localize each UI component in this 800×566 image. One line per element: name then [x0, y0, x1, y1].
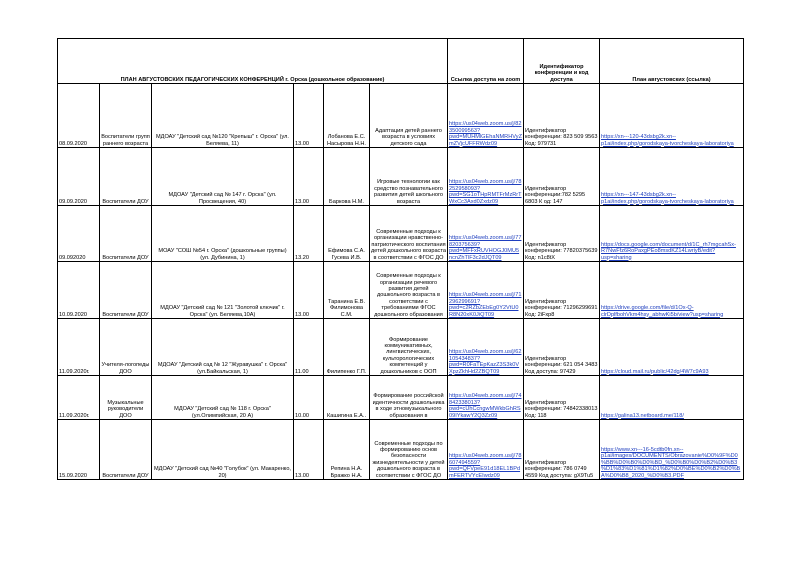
conference-plan-table — [57, 38, 744, 480]
audience-cell: Воспитатели групп раннего возраста — [100, 84, 152, 148]
plan-column-header: План августовских (ссылка) — [600, 39, 744, 84]
audience-cell: Воспитатели ДОУ — [100, 420, 152, 480]
plan-link[interactable]: https://galina13.netboard.me/118/ — [600, 376, 744, 420]
venue-cell: МДОАУ "Детский сад №120 "Крепыш" г. Орска" (ул. Беляева, 11) — [152, 84, 294, 148]
conference-id-cell: Идентификатор конференции: 77820375639 Код: n1c8tX — [524, 206, 600, 262]
table-row — [58, 206, 744, 262]
date-cell: 15.09.2020 — [58, 420, 100, 480]
conference-id-cell: Идентификатор конференции: 71296299691 Код: 2iFxp8 — [524, 262, 600, 319]
zoom-link[interactable]: https://us04web.zoom.us/j/77820375639?pwd=MFFxRUVHOGJ0MU5ncnZhTlF3c2dJQT09 — [448, 206, 524, 262]
zoom-link[interactable]: https://us04web.zoom.us/j/71296299691?pwd=c2RZbZEbEg0Y2VtU0R8N20xK0JiQT09 — [448, 262, 524, 319]
plan-link[interactable]: https://xn---120-43dsbg2k.xn--p1ai/index.php/gorodskaya-tvorcheskaya-laboratoriya — [600, 84, 744, 148]
time-cell: 13.00 — [294, 148, 324, 206]
venue-cell: МДОАУ "Детский сад №40 "Голубок" (ул. Макаренко, 20) — [152, 420, 294, 480]
plan-link[interactable]: https://drive.google.com/file/d/1Ox-Q-clrDplfbohVkm4hsy_abhwKi5b/view?usp=sharing — [600, 262, 744, 319]
zoom-link[interactable]: https://us04web.zoom.us/j/78252958093?pwd=SG1oTHpRMTFrMzRrTWxCc3Axd0Zxdz09 — [448, 148, 524, 206]
time-cell: 13.00 — [294, 420, 324, 480]
zoom-link[interactable]: https://us04web.zoom.us/j/62105434837?pwd=R0FaTEpKazZ3S3k0VXpzZkhHd2ZBQT09 — [448, 319, 524, 376]
time-cell: 13.00 — [294, 84, 324, 148]
table-row — [58, 420, 744, 480]
audience-cell: Музыкальные руководители ДОО — [100, 376, 152, 420]
topic-cell: Формирование российской идентичности дошкольника в ходе этномузыкального образования в — [370, 376, 448, 420]
time-cell: 10.00 — [294, 376, 324, 420]
topic-cell: Адаптация детей раннего возраста в условиях детского сада — [370, 84, 448, 148]
plan-link[interactable]: https://docs.google.com/document/d/1C_rh7mgcahSx-R7NwFfz6RoPaxgPEo8msdKZ14LwriyB/edit?usp=sharing — [600, 206, 744, 262]
audience-cell: Воспитатели ДОУ — [100, 206, 152, 262]
venue-cell: МДОАУ "Детский сад № 121 "Золотой ключик" г. Орска" (ул. Беляева,10А) — [152, 262, 294, 319]
speakers-cell: Филипенко Г.П. — [324, 319, 370, 376]
conference-id-cell: Идентификатор конференции: 823 509 9563 Код: 979731 — [524, 84, 600, 148]
audience-cell: Воспитатели ДОУ — [100, 148, 152, 206]
venue-cell: МДОАУ "Детский сад № 147 г. Орска" (ул. Просвещения, 40) — [152, 148, 294, 206]
zoom-link[interactable]: https://us04web.zoom.us/j/82350099563?pwd=MUHMlGEhaNMRHVyZmZVjcUFFRWdz09 — [448, 84, 524, 148]
date-cell: 10.09.2020 — [58, 262, 100, 319]
topic-cell: Формирование коммуникативных, лингвистических, культорологических компетенций у дошкольников с ООП — [370, 319, 448, 376]
header-row — [58, 39, 744, 84]
venue-cell: МДОАУ "Детский сад № 118 г. Орска" (ул.Олимпийская, 20 А) — [152, 376, 294, 420]
table-row — [58, 148, 744, 206]
time-cell: 13.20 — [294, 206, 324, 262]
date-cell: 09.092020 — [58, 206, 100, 262]
audience-cell: Учителя-логопеды ДОО — [100, 319, 152, 376]
topic-cell: Современные подходы к организации нравственно-патриотического воспитания детей дошкольного возраста в соответствии с ФГОС ДО — [370, 206, 448, 262]
venue-cell: МДОАУ "Детский сад № 12 "Журавушка" г. Орска" (ул.Байкальская, 1) — [152, 319, 294, 376]
date-cell: 11.09.2020г. — [58, 376, 100, 420]
conference-id-cell: Идентификатор конференции: 621 054 3483 Код доступа: 97429 — [524, 319, 600, 376]
speakers-cell: Лобанова Е.С. Насырова Н.Н. — [324, 84, 370, 148]
plan-link[interactable]: https://www.xn---16-5cdtb0fn.xn--p1ai/images/DOCUMENTS/Obrazovanie%D0%9F%D0%BB%D0%B0%D0%BD_%D0%B0%D0%B2%D0%B3%D1%83%D1%81%D1%82%D0%BE%D0%B2%D0%BA%D0%B8_2020_%D0%B3.PDF — [600, 420, 744, 480]
zoom-link[interactable]: https://us04web.zoom.us/j/78607494559?pwd=QFVpeE91d18EL1BPdmFERTVYcEIwdz09 — [448, 420, 524, 480]
date-cell: 11.09.2020г. — [58, 319, 100, 376]
conference-id-cell: Идентификатор конференции: 786 0749 4559 Код доступа: gX9Tu5 — [524, 420, 600, 480]
time-cell: 11.00 — [294, 319, 324, 376]
speakers-cell: Ефимова С.А. Гусева И.В. — [324, 206, 370, 262]
plan-link[interactable]: https://xn---147-43dsbg2k.xn--p1ai/index.php/gorodskaya-tvorcheskaya-laboratoriya — [600, 148, 744, 206]
id-column-header: Идентификатор конференции и код доступа — [524, 39, 600, 84]
speakers-cell: Баркова Н.М. — [324, 148, 370, 206]
zoom-column-header: Ссылка доступа на zoom — [448, 39, 524, 84]
date-cell: 09.09.2020 — [58, 148, 100, 206]
speakers-cell: Таранина Е.В. Филимонова С.М. — [324, 262, 370, 319]
table-row — [58, 262, 744, 319]
date-cell: 08.09.2020 — [58, 84, 100, 148]
table-row — [58, 376, 744, 420]
venue-cell: МОАУ "СОШ №54 г. Орска" (дошкольные группы) (ул. Дубинина, 1) — [152, 206, 294, 262]
table-row — [58, 319, 744, 376]
speakers-cell: Репина Н.А. Бражко Н.А. — [324, 420, 370, 480]
topic-cell: Современные подходы к организации речевого развития детей дошкольного возраста в соответствии с требованиями ФГОС дошкольного образования — [370, 262, 448, 319]
topic-cell: Игровые технологии как средство познавательного развития детей школьного возраста — [370, 148, 448, 206]
plan-link[interactable]: https://cloud.mail.ru/public/42dg/4W7c9A93 — [600, 319, 744, 376]
audience-cell: Воспитатели ДОУ — [100, 262, 152, 319]
zoom-link[interactable]: https://us04web.zoom.us/j/74842338013?pwd=cUhCcngwMWkbGhRS09IYkawY2Q3Zz09 — [448, 376, 524, 420]
time-cell: 13.00 — [294, 262, 324, 319]
conference-id-cell: Идентификатор конференции:782 5295 6803 К од: 147 — [524, 148, 600, 206]
topic-cell: Современные подходы по формированию основ безопасности жизнедеятельности у детей дошкольного возраста в соответствии с ФГОС ДО — [370, 420, 448, 480]
table-title: ПЛАН АВГУСТОВСКИХ ПЕДАГОГИЧЕСКИХ КОНФЕРЕНЦИЙ г. Орска (дошкольное образование) — [58, 39, 448, 84]
conference-id-cell: Идентификатор конференции: 74842338013 Код: 118 — [524, 376, 600, 420]
table-row — [58, 84, 744, 148]
speakers-cell: Кашигина Е.А.. — [324, 376, 370, 420]
